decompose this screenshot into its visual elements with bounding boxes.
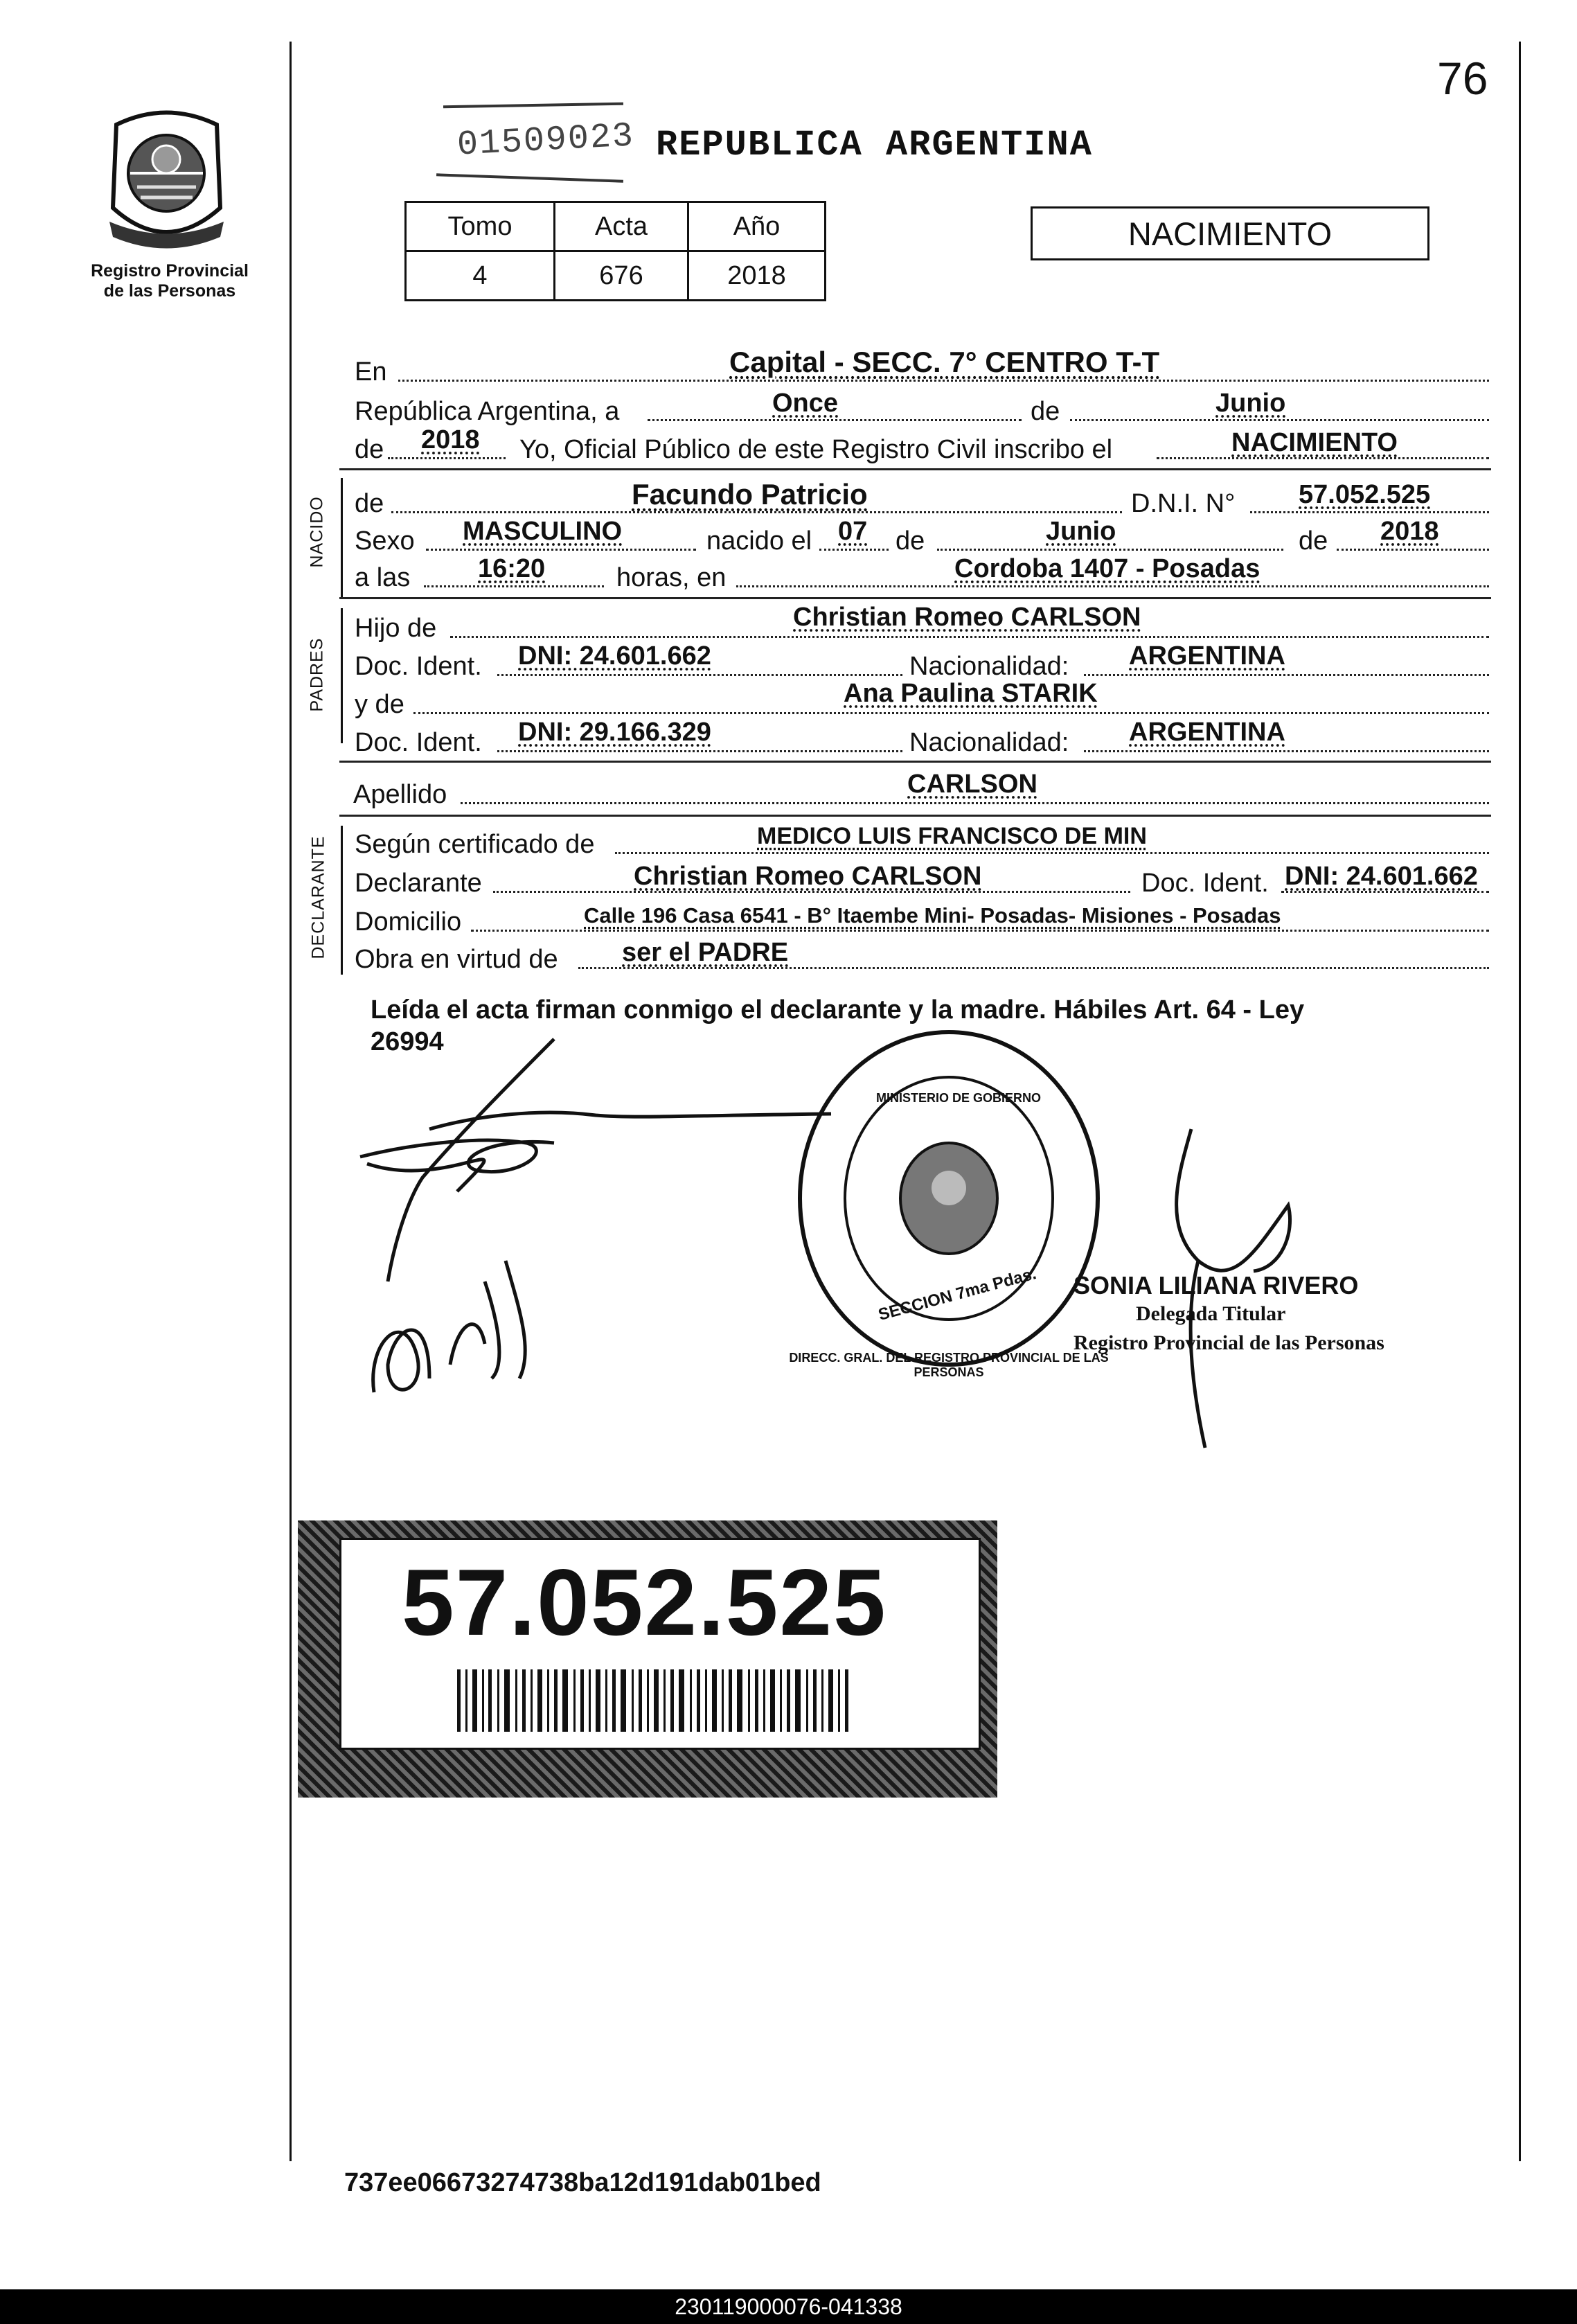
- alas-label: a las: [355, 563, 411, 592]
- mother-name: Ana Paulina STARIK: [844, 679, 1098, 708]
- apellido-dots: [461, 802, 1489, 804]
- mother-doc-label: Doc. Ident.: [355, 728, 482, 757]
- nacido-de-label: de: [355, 489, 384, 518]
- month-value: Junio: [1215, 389, 1286, 418]
- month-de-label: de: [1031, 397, 1060, 426]
- nacido-el-label: nacido el: [706, 526, 812, 556]
- seal-icon: [793, 1025, 1105, 1372]
- child-dni: 57.052.525: [1299, 480, 1431, 509]
- month-dots: [1070, 419, 1489, 421]
- sexo-label: Sexo: [355, 526, 415, 556]
- seal-inner-text: MINISTERIO DE GOBIERNO: [876, 1091, 1042, 1105]
- dni-sticker: [298, 1520, 997, 1798]
- dni-dots: [1250, 511, 1489, 513]
- table-value-tomo: 4: [406, 251, 555, 301]
- dom-label: Domicilio: [355, 907, 462, 937]
- mother-nac-dots: [1084, 750, 1489, 752]
- official-seal: [789, 1025, 1109, 1379]
- child-name: Facundo Patricio: [632, 478, 868, 511]
- padres-bracket: [341, 608, 343, 743]
- father-doc-dots: [497, 674, 902, 676]
- official-title: Delegada Titular: [1136, 1302, 1286, 1325]
- cert-label: Según certificado de: [355, 830, 595, 859]
- dom-dots: [471, 930, 1489, 932]
- name-dots: [391, 511, 1122, 513]
- mother-dots: [413, 712, 1489, 714]
- emblem-caption-line1: Registro Provincial: [91, 261, 249, 281]
- doc-type-label: NACIMIENTO: [1128, 215, 1333, 252]
- yde-label: y de: [355, 690, 404, 719]
- stamp-frame-top: [443, 103, 623, 109]
- right-margin-line: [1519, 42, 1521, 2161]
- sticker-barcode: [457, 1669, 859, 1732]
- sticker-number: 57.052.525: [402, 1550, 887, 1655]
- table-value-acta: 676: [555, 251, 688, 301]
- registry-table: [404, 201, 826, 301]
- day-value: Once: [772, 389, 839, 418]
- birth-month: Junio: [1046, 517, 1116, 546]
- nacido-bracket: [341, 478, 343, 599]
- dom-value: Calle 196 Casa 6541 - B° Itaembe Mini- Posadas- Misiones - Posadas: [584, 903, 1281, 928]
- stamp-frame-bottom: [436, 173, 623, 182]
- decl-doc-dots: [1281, 891, 1489, 893]
- hijo-label: Hijo de: [355, 614, 437, 643]
- seal-section-text: SECCION 7ma Pdas.: [876, 1264, 1039, 1324]
- padres-section-label: PADRES: [307, 637, 327, 712]
- left-margin-line: [289, 42, 292, 2161]
- year-de-label: de: [355, 435, 384, 464]
- time-dots: [424, 585, 604, 587]
- declarante-section-label: DECLARANTE: [308, 835, 328, 959]
- en-dots: [398, 380, 1489, 382]
- table-header-tomo: Tomo: [406, 202, 555, 251]
- father-nac-dots: [1084, 674, 1489, 676]
- footer-code: 230119000076-041338: [675, 2294, 902, 2319]
- birth-year: 2018: [1380, 517, 1439, 546]
- father-nac-label: Nacionalidad:: [909, 652, 1069, 681]
- closing-text-line2: 26994: [371, 1027, 444, 1056]
- horas-label: horas, en: [616, 563, 727, 592]
- emblem-caption: [76, 261, 263, 301]
- birth-year-de-label: de: [1299, 526, 1328, 556]
- decl-value: Christian Romeo CARLSON: [634, 862, 982, 891]
- stamp-number: 01509023: [456, 116, 636, 166]
- birth-time: 16:20: [478, 554, 546, 583]
- obra-label: Obra en virtud de: [355, 945, 558, 974]
- table-value-anio: 2018: [688, 251, 826, 301]
- header-title: REPUBLICA ARGENTINA: [656, 125, 1093, 166]
- father-nac: ARGENTINA: [1129, 641, 1285, 671]
- birth-month-dots: [937, 549, 1283, 551]
- cert-value: MEDICO LUIS FRANCISCO DE MIN: [757, 823, 1147, 849]
- divider-intro: [339, 468, 1491, 470]
- mother-doc: DNI: 29.166.329: [518, 718, 711, 747]
- en-label: En: [355, 357, 387, 387]
- mother-nac-label: Nacionalidad:: [909, 728, 1069, 757]
- divider-padres: [339, 761, 1491, 763]
- republica-label: República Argentina, a: [355, 397, 620, 426]
- birth-day-dots: [819, 549, 889, 551]
- birth-day: 07: [838, 517, 868, 546]
- official-office: Registro Provincial de las Personas: [1073, 1331, 1384, 1354]
- apellido-value: CARLSON: [907, 770, 1037, 799]
- father-doc-label: Doc. Ident.: [355, 652, 482, 681]
- cert-dots: [615, 852, 1489, 854]
- decl-doc-label: Doc. Ident.: [1141, 869, 1269, 898]
- mother-nac: ARGENTINA: [1129, 718, 1285, 747]
- mother-doc-dots: [497, 750, 902, 752]
- inscribe-value: NACIMIENTO: [1231, 428, 1398, 457]
- doc-type-box: [1031, 206, 1429, 260]
- nacido-section-label: NACIDO: [307, 496, 327, 568]
- seal-outer-caption: DIRECC. GRAL. DEL REGISTRO PROVINCIAL DE LAS PERSONAS: [789, 1351, 1109, 1379]
- footer-bar: [0, 2289, 1577, 2324]
- birth-month-de-label: de: [896, 526, 925, 556]
- declarant-signature: [346, 1032, 845, 1420]
- sexo-value: MASCULINO: [463, 517, 623, 546]
- page-number: 76: [1437, 53, 1488, 104]
- declarante-bracket: [341, 826, 343, 975]
- birth-year-dots: [1337, 549, 1489, 551]
- birth-place: Cordoba 1407 - Posadas: [954, 554, 1260, 583]
- inscribe-dots: [1157, 457, 1489, 459]
- hash-code: 737ee06673274738ba12d191dab01bed: [344, 2168, 821, 2197]
- decl-doc: DNI: 24.601.662: [1285, 862, 1478, 891]
- en-value: Capital - SECC. 7° CENTRO T-T: [729, 346, 1160, 378]
- obra-dots: [578, 967, 1489, 969]
- table-header-acta: Acta: [555, 202, 688, 251]
- table-header-anio: Año: [688, 202, 826, 251]
- dni-label: D.N.I. N°: [1131, 489, 1236, 518]
- emblem-icon: [103, 104, 231, 253]
- day-dots: [648, 419, 1022, 421]
- father-name: Christian Romeo CARLSON: [793, 603, 1141, 632]
- divider-apellido: [339, 815, 1491, 817]
- official-name: SONIA LILIANA RIVERO: [1073, 1271, 1359, 1300]
- decl-dots: [493, 891, 1130, 893]
- emblem-caption-line2: de las Personas: [103, 281, 236, 301]
- father-doc: DNI: 24.601.662: [518, 641, 711, 671]
- divider-nacido: [339, 597, 1491, 599]
- closing-text-line1: Leída el acta firman conmigo el declarante y la madre. Hábiles Art. 64 - Ley: [371, 995, 1305, 1024]
- father-dots: [450, 636, 1489, 638]
- year-value: 2018: [421, 425, 480, 454]
- place-dots: [736, 585, 1489, 587]
- provincial-emblem: [103, 104, 231, 253]
- year-dots: [388, 457, 506, 459]
- obra-value: ser el PADRE: [622, 938, 789, 967]
- decl-label: Declarante: [355, 869, 482, 898]
- sexo-dots: [426, 549, 696, 551]
- apellido-label: Apellido: [353, 780, 447, 809]
- yo-text: Yo, Oficial Público de este Registro Civil inscribo el: [519, 435, 1113, 464]
